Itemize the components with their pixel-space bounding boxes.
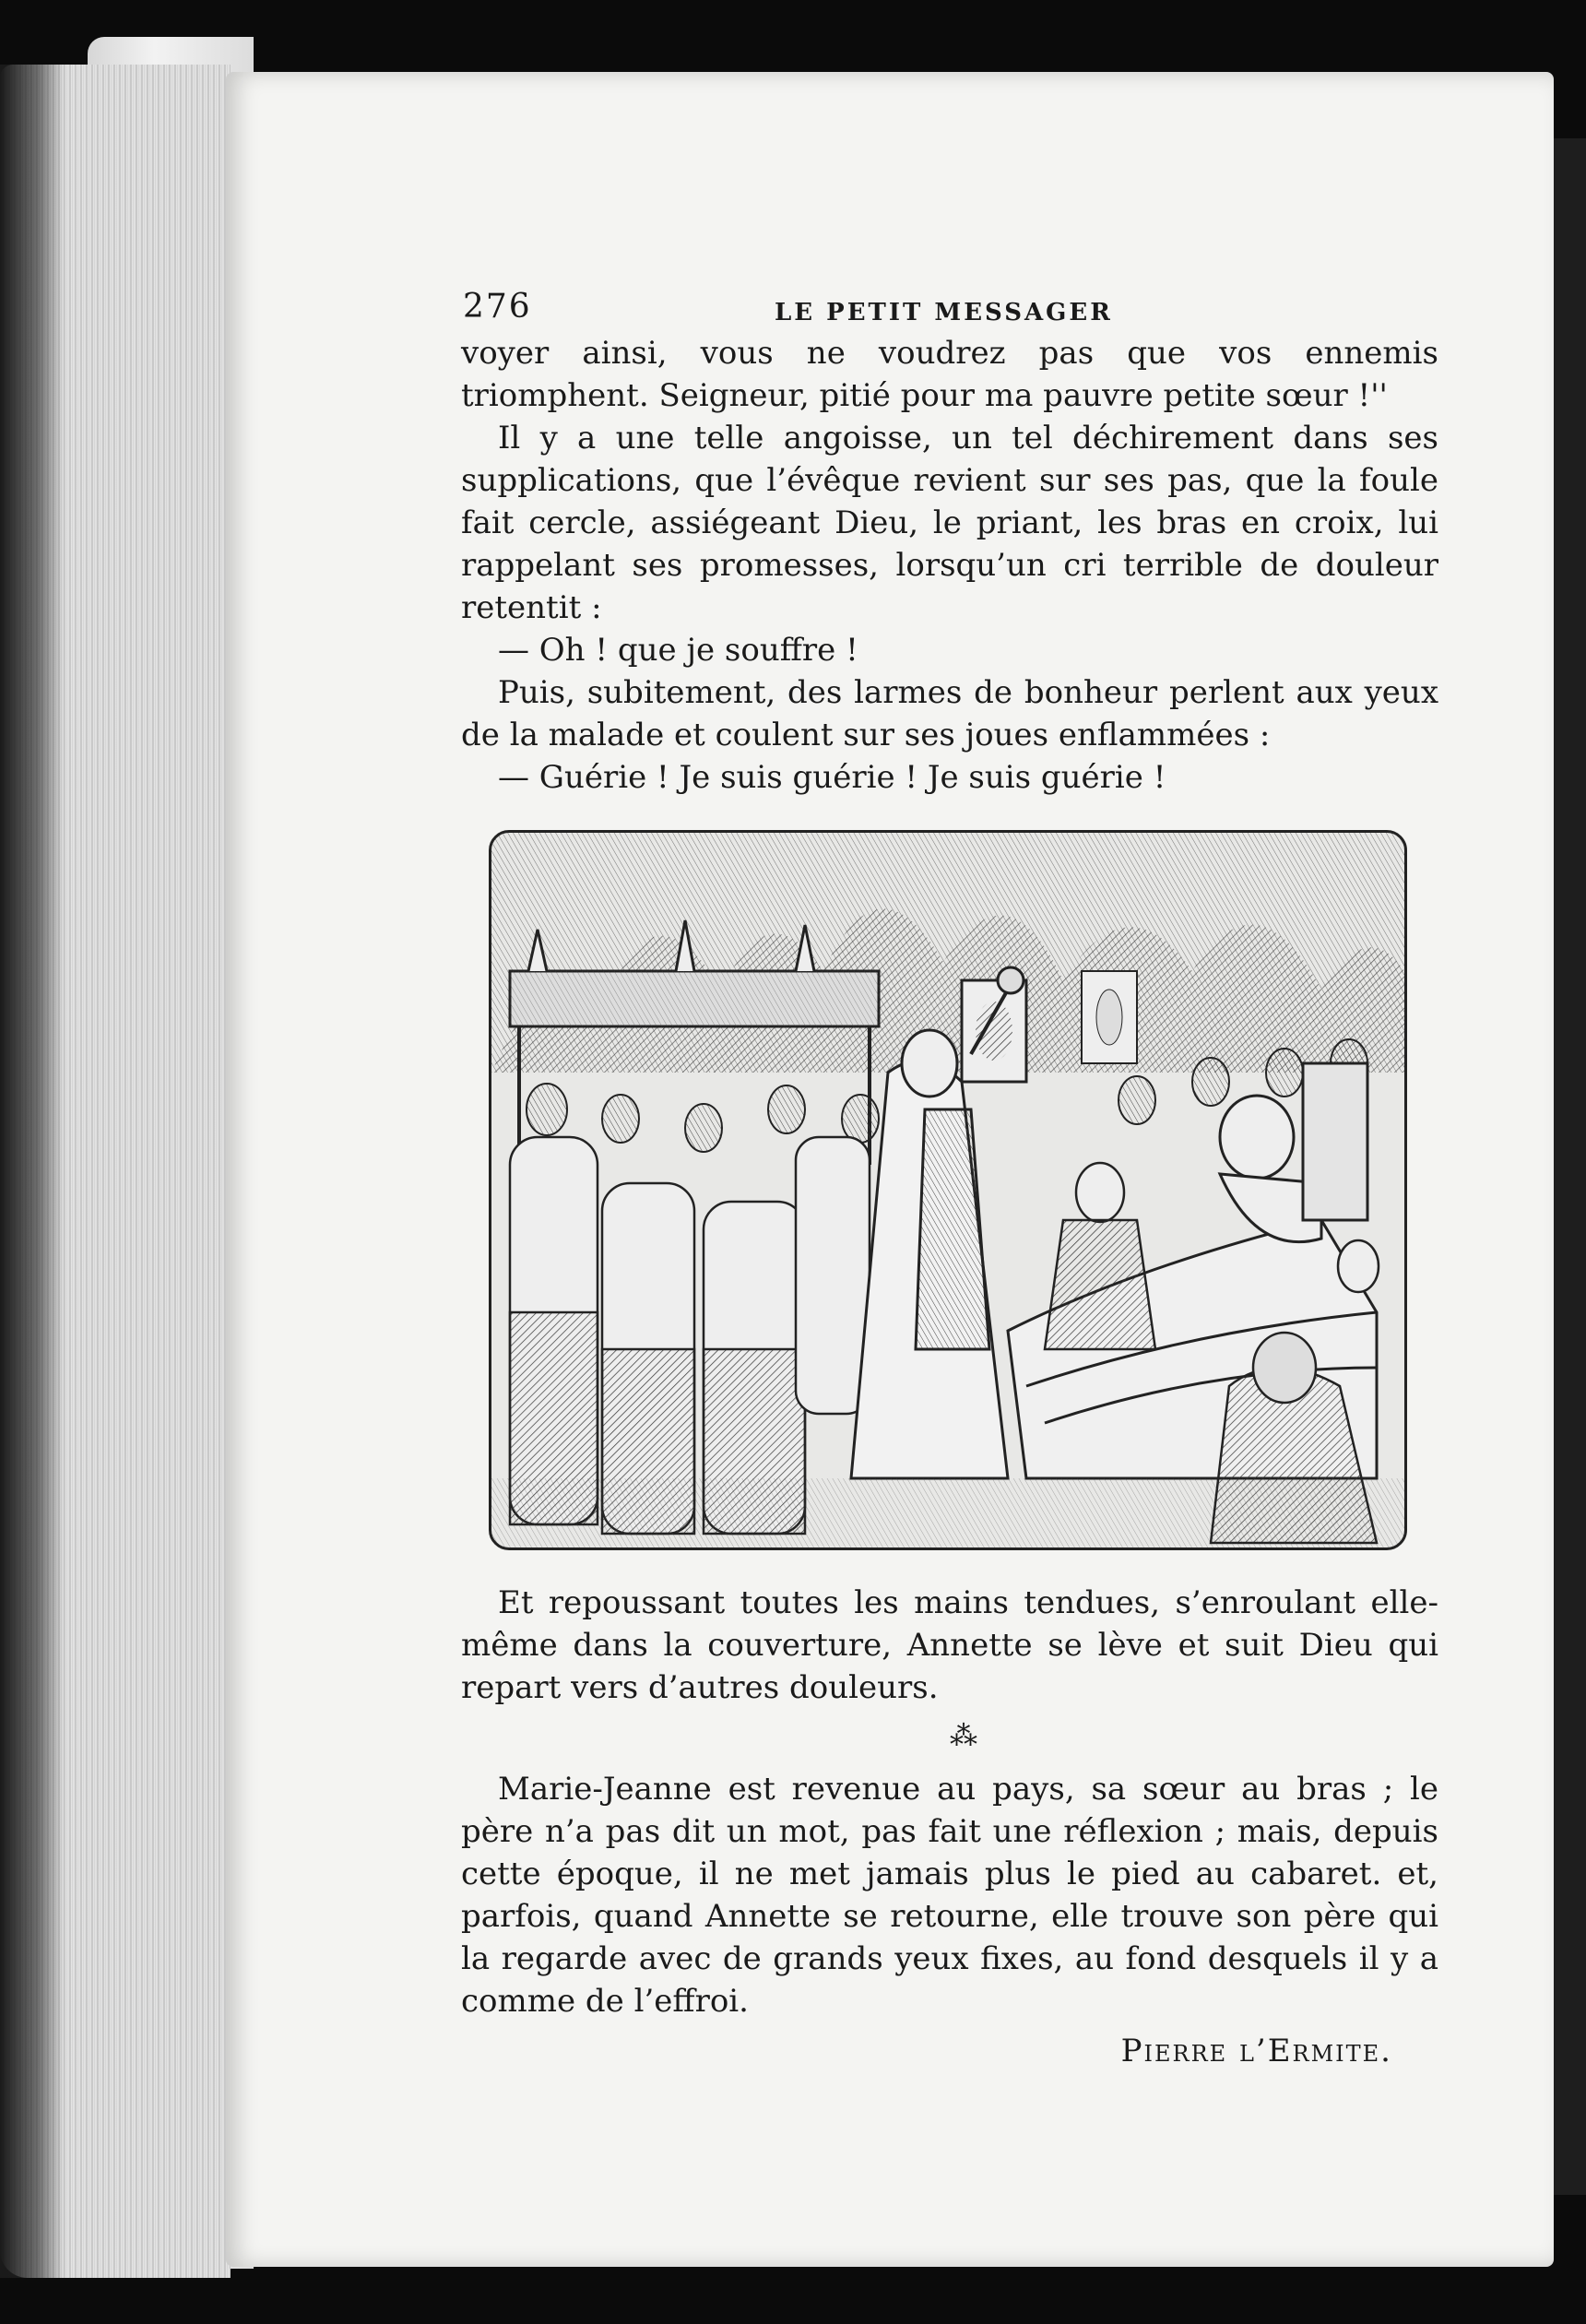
book-edge-shadow: [0, 65, 65, 2278]
section-break-asterism: ⁂: [950, 1720, 977, 1752]
paragraph: Puis, subitement, des larmes de bonheur perlent aux yeux de la malade et coulent sur ses joues enflammées :: [461, 674, 1438, 753]
paragraph: Il y a une telle angoisse, un tel déchirement dans ses supplications, que l’évêque revient sur ses pas, que la foule fait cercle, assiégeant Dieu, le priant, les bras en croix, lui rappelant ses promesses, lorsqu’un cri terrible de douleur retentit :: [461, 420, 1438, 626]
running-title: LE PETIT MESSAGER: [775, 299, 1113, 326]
page-content: [461, 277, 1438, 2072]
page-header: [461, 277, 1438, 332]
paragraph: Et repoussant toutes les mains tendues, s’enroulant elle-même dans la couverture, Annette se lève et suit Dieu qui repart vers d’autres douleurs.: [461, 1584, 1438, 1706]
dialog-line: — Guérie ! Je suis guérie ! Je suis guérie !: [498, 759, 1166, 796]
procession-engraving: [491, 833, 1404, 1547]
dialog-line: — Oh ! que je souffre !: [498, 632, 858, 669]
engraving-illustration: [489, 830, 1407, 1550]
choir-boys: [510, 1137, 870, 1534]
paragraph: voyer ainsi, vous ne voudrez pas que vos ennemis triomphent. Seigneur, pitié pour ma pauvre petite sœur !'': [461, 335, 1438, 414]
page-number: 276: [463, 288, 532, 326]
author-signature: Pierre l’Ermite.: [1120, 2033, 1392, 2069]
paragraph: Marie-Jeanne est revenue au pays, sa sœur au bras ; le père n’a pas dit un mot, pas fait une réflexion ; mais, depuis cette époque, il ne met jamais plus le pied au cabaret. et, parfois, quand Annette se retourne, elle trouve son père qui la regarde avec de grands yeux fixes, au fond desquels il y a comme de l’effroi.: [461, 1771, 1438, 2020]
